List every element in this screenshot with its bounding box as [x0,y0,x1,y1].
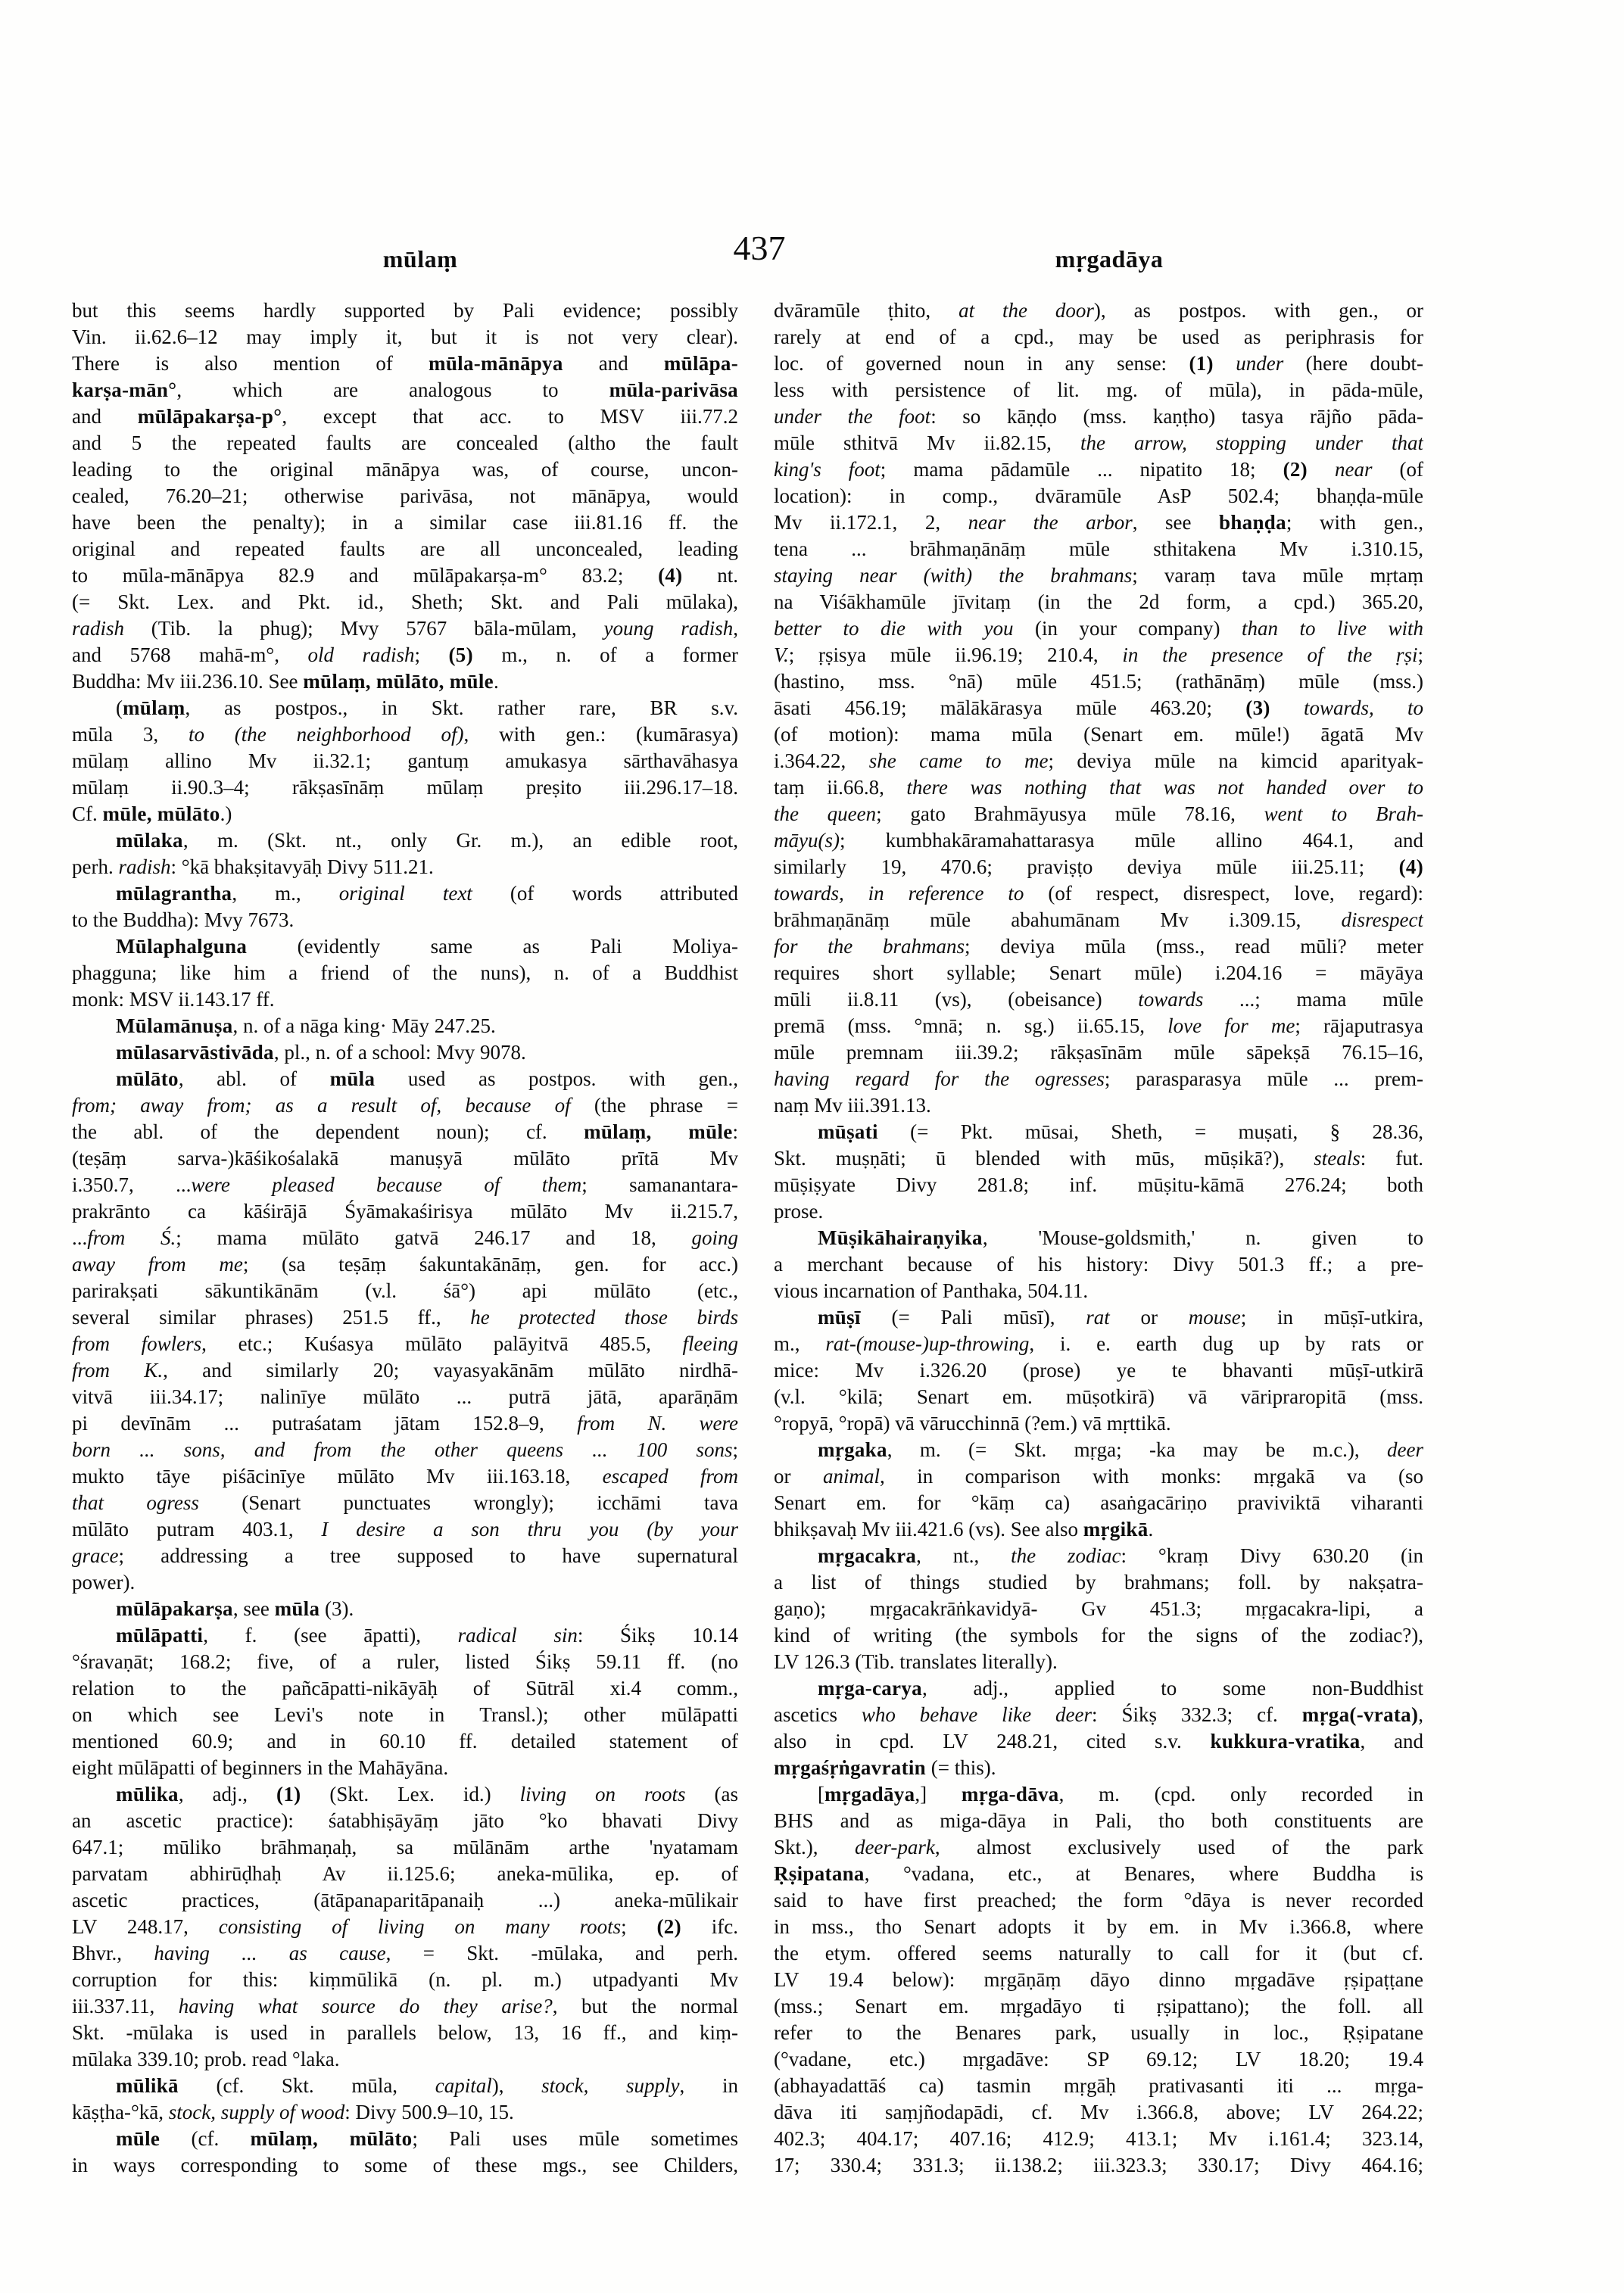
text-line: (mūlaṃ, as postpos., in Skt. rather rare, BR s.v. [116,696,738,719]
text-line: (teṣāṃ sarva-)kāśikośalakā manuṣyā mūlāto prītā Mv [72,1147,738,1170]
text-line: (abhayadattāś ca) tasmin mṛgāḥ prativasanti iti ... mṛga- [774,2074,1423,2097]
text-line: LV 248.17, consisting of living on many roots; (2) ifc. [72,1915,738,1938]
text-line: kāṣṭha-°kā, stock, supply of wood: Divy 500.9–10, 15. [72,2101,514,2123]
text-line: from; away from; as a result of, because of (the phrase = [72,1094,738,1117]
text-line: the abl. of the dependent noun); cf. mūlaṃ, mūle: [72,1120,738,1143]
text-line: perh. radish: °kā bhakṣitavyāḥ Divy 511.21. [72,855,434,878]
text-line: for the brahmans; deviya mūla (mss., read mūli? meter [774,935,1423,958]
dictionary-entry [774,298,1423,1119]
text-line: °ropyā, °ropā) vā vārucchinnā (?em.) vā mṛttikā. [774,1412,1171,1435]
text-line: ascetics who behave like deer: Śikṣ 332.3; cf. mṛga(-vrata), [774,1703,1423,1726]
text-line: (°vadane, etc.) mṛgadāve: SP 69.12; LV 18.20; 19.4 [774,2048,1423,2070]
text-line: mūle sthitvā Mv ii.82.15, the arrow, stopping under that [774,431,1423,454]
header-left-headword: mūlaṃ [382,245,458,273]
dictionary-entry [774,1225,1423,1304]
text-line: (mss.; Senart em. mṛgadāyo ti ṛṣipattano); the foll. all [774,1995,1423,2017]
text-line: in ways corresponding to some of these mgs., see Childers, [72,2154,738,2176]
text-line: ...from Ś.; mama mūlāto gatvā 246.17 and 18, going [72,1226,738,1249]
text-line: rarely at end of a cpd., may be used as periphrasis for [774,326,1423,348]
text-line: Cf. mūle, mūlāto.) [72,802,232,825]
text-line: and 5768 mahā-m°, old radish; (5) m., n. of a former [72,643,738,666]
dictionary-entry [774,1675,1423,1781]
text-line: staying near (with) the brahmans; varaṃ tava mūle mṛtaṃ [774,564,1423,587]
text-line: tena ... brāhmaṇānāṃ mūle sthitakena Mv i.310.15, [774,537,1423,560]
text-line: Mūlaphalguna (evidently same as Pali Moliya- [116,935,738,958]
dictionary-entry [72,880,738,933]
text-line: Senart em. for °kāṃ ca) asaṅgacāriṇo praviviktā viharanti [774,1491,1423,1514]
text-line: an ascetic practice): śatabhiṣāyāṃ jāto °ko bhavati Divy [72,1809,738,1832]
text-line: mūlāto, abl. of mūla used as postpos. with gen., [116,1067,738,1090]
text-line: and 5 the repeated faults are concealed (altho the fault [72,431,738,454]
text-line: Vin. ii.62.6–12 may imply it, but it is not very clear). [72,326,738,348]
text-line: location): in comp., dvāramūle AsP 502.4; bhaṇḍa-mūle [774,484,1423,507]
dictionary-entry [72,1596,738,1622]
text-line: (of motion): mama mūla (Senart em. mūle!) āgatā Mv [774,723,1423,746]
text-line: several similar phrases) 251.5 ff., he protected those birds [72,1306,738,1329]
text-line: mūlāto putram 403.1, I desire a son thru you (by your [72,1518,738,1541]
text-line: leading to the original mānāpya was, of course, uncon- [72,458,738,481]
text-line: having regard for the ogresses; parasparasya mūle ... prem- [774,1067,1423,1090]
text-line: LV 19.4 below): mṛgāṇāṃ dāyo dinno mṛgadāve ṛṣipaṭṭane [774,1968,1423,1991]
text-line: (v.l. °kilā; Senart em. mūṣotkirā) vā vāripraropitā (mss. [774,1385,1423,1408]
text-line: the queen; gato Brahmāyusya mūle 78.16, went to Brah- [774,802,1423,825]
text-line: in mss., tho Senart adopts it by em. in Mv i.366.8, where [774,1915,1423,1938]
text-line: mṛgacakra, nt., the zodiac: °kraṃ Divy 630.20 (in [818,1544,1423,1567]
text-line: LV 126.3 (Tib. translates literally). [774,1650,1058,1673]
text-line: phagguna; like him a friend of the nuns), n. of a Buddhist [72,961,738,984]
page-number: 437 [733,229,786,267]
text-line: the etym. offered seems naturally to call for it (but cf. [774,1942,1423,1964]
text-line: mūlaka 339.10; prob. read °laka. [72,2048,340,2070]
text-line: karṣa-mān°, which are analogous to mūla-parivāsa [72,379,738,401]
text-line: prakrānto ca kāśirājā Śyāmakaśirisya mūlāto Mv ii.215.7, [72,1200,738,1223]
text-line: (hastino, mss. °nā) mūle 451.5; (rathānāṃ) mūle (mss.) [774,670,1423,693]
text-line: better to die with you (in your company) than to live with [774,617,1423,640]
text-line: parvatam abhirūḍhaḥ Av ii.125.6; aneka-mūlika, ep. of [72,1862,738,1885]
dictionary-entry [72,1039,738,1066]
text-line: power). [72,1571,136,1594]
dictionary-entry [72,1622,738,1781]
text-line: loc. of governed noun in any sense: (1) under (here doubt- [774,352,1423,375]
text-line: kind of writing (the symbols for the signs of the zodiac?), [774,1624,1423,1647]
text-line: prose. [774,1200,824,1223]
text-line: pi devīnām ... putraśatam jātam 152.8–9, from N. were [72,1412,738,1435]
text-line: Buddha: Mv iii.236.10. See mūlaṃ, mūlāto, mūle. [72,670,499,693]
text-line: to mūla-mānāpya 82.9 and mūlāpakarṣa-m° 83.2; (4) nt. [72,564,738,587]
dictionary-entry [774,1543,1423,1675]
text-line: mūlaṃ allino Mv ii.32.1; gantuṃ amukasya sārthavāhasya [72,749,738,772]
dictionary-entry [774,1781,1423,2179]
column-right [774,298,1423,2179]
text-line: and mūlāpakarṣa-p°, except that acc. to MSV iii.77.2 [72,405,738,428]
text-line: less with persistence of lit. mg. of mūla), in pāda-mūle, [774,379,1423,401]
text-line: parirakṣati sākuntikānām (v.l. śā°) api mūlāto (etc., [72,1279,738,1302]
text-line: mūlāpatti, f. (see āpatti), radical sin: Śikṣ 10.14 [116,1624,738,1647]
text-line: to the Buddha): Mvy 7673. [72,908,295,931]
text-line: Skt. -mūlaka is used in parallels below, 13, 16 ff., and kiṃ- [72,2021,738,2044]
text-line: requires short syllable; Senart mūle) i.204.16 = māyāya [774,961,1423,984]
dictionary-entry [72,1066,738,1596]
text-line: cealed, 76.20–21; otherwise parivāsa, not mānāpya, would [72,484,738,507]
text-line: from K., and similarly 20; vayasyakānām mūlāto nirdhā- [72,1359,738,1382]
text-line: dvāramūle ṭhito, at the door), as postpos. with gen., or [774,299,1423,322]
text-line: eight mūlāpatti of beginners in the Mahāyāna. [72,1756,449,1779]
text-line: have been the penalty); in a similar case iii.81.16 ff. the [72,511,738,534]
text-line: mukto tāye piśācinīye mūlāto Mv iii.163.18, escaped from [72,1465,738,1488]
dictionary-entry [72,1781,738,2073]
text-line: or animal, in comparison with monks: mṛgakā va (so [774,1465,1423,1488]
text-line: under the foot: so kāṇḍo (mss. kaṇṭho) tasya rājño pāda- [774,405,1423,428]
text-line: mūla 3, to (the neighborhood of), with gen.: (kumārasya) [72,723,738,746]
text-line: monk: MSV ii.143.17 ff. [72,988,275,1011]
text-line: ascetic practices, (ātāpanaparitāpanaiḥ ...) aneka-mūlikair [72,1889,738,1911]
text-line: °śravaṇāt; 168.2; five, of a ruler, listed Śikṣ 59.11 ff. (no [72,1650,738,1673]
header-right-headword: mṛgadāya [1055,245,1164,273]
text-line: king's foot; mama pādamūle ... nipatito 18; (2) near (of [774,458,1423,481]
text-line: mūle (cf. mūlaṃ, mūlāto; Pali uses mūle sometimes [116,2127,738,2150]
text-line: taṃ ii.66.8, there was nothing that was not handed over to [774,776,1423,799]
text-line: original and repeated faults are all unconcealed, leading [72,537,738,560]
text-line: mice: Mv i.326.20 (prose) ye te bhavanti mūṣī-utkirā [774,1359,1423,1382]
text-line: away from me; (sa teṣāṃ śakuntakānāṃ, gen. for acc.) [72,1253,738,1276]
text-line: but this seems hardly supported by Pali evidence; possibly [72,299,738,322]
text-line: also in cpd. LV 248.21, cited s.v. kukkura-vratika, and [774,1730,1423,1752]
text-line: mūlāpakarṣa, see mūla (3). [116,1597,354,1620]
text-line: mūṣī (= Pali mūsī), rat or mouse; in mūṣī-utkira, [818,1306,1423,1329]
text-line: mūlaka, m. (Skt. nt., only Gr. m.), an edible root, [116,829,738,852]
text-line: i.350.7, ...were pleased because of them; samanantara- [72,1173,738,1196]
text-line: similarly 19, 470.6; praviṣṭo deviya mūle iii.25.11; (4) [774,855,1423,878]
text-line: V.; ṛṣisya mūle ii.96.19; 210.4, in the presence of the ṛṣi; [774,643,1423,666]
text-line: There is also mention of mūla-mānāpya and mūlāpa- [72,352,738,375]
text-line: gaṇo); mṛgacakrāṅkavidyā- Gv 451.3; mṛgacakra-lipi, a [774,1597,1423,1620]
text-line: Ṛṣipatana, °vadana, etc., at Benares, where Buddha is [774,1862,1423,1885]
text-line: mūlaṃ ii.90.3–4; rākṣasīnāṃ mūlaṃ preṣito iii.296.17–18. [72,776,738,799]
dictionary-entry [774,1437,1423,1543]
text-line: Mūlamānuṣa, n. of a nāga king· Māy 247.25. [116,1014,496,1037]
text-line: said to have first preached; the form °dāya is never recorded [774,1889,1423,1911]
text-line: vious incarnation of Panthaka, 504.11. [774,1279,1089,1302]
text-line: a list of things studied by brahmans; foll. by nakṣatra- [774,1571,1423,1594]
text-line: grace; addressing a tree supposed to have supernatural [72,1544,738,1567]
dictionary-entry [72,695,738,827]
text-line: mūlasarvāstivāda, pl., n. of a school: Mvy 9078. [116,1041,526,1064]
text-line: born ... sons, and from the other queens ... 100 sons; [72,1438,738,1461]
text-line: bhikṣavaḥ Mv iii.421.6 (vs). See also mṛgikā. [774,1518,1154,1541]
text-line: Skt. muṣṇāti; ū blended with mūs, mūṣikā?), steals: fut. [774,1147,1423,1170]
text-line: mūle premnam iii.39.2; rākṣasīnām mūle sāpekṣā 76.15–16, [774,1041,1423,1064]
text-line: that ogress (Senart punctuates wrongly); icchāmi tava [72,1491,738,1514]
dictionary-entry [774,1119,1423,1225]
text-line: dāva iti saṃjñodapādi, cf. Mv i.366.8, above; LV 264.22; [774,2101,1423,2123]
dictionary-entry [72,298,738,695]
text-line: 402.3; 404.17; 407.16; 412.9; 413.1; Mv i.161.4; 323.14, [774,2127,1423,2150]
text-line: Mūṣikāhairaṇyika, 'Mouse-goldsmith,' n. given to [818,1226,1423,1249]
dictionary-entry [72,827,738,880]
text-line: a merchant because of his history: Divy 501.3 ff.; a pre- [774,1253,1423,1276]
text-line: Skt.), deer-park, almost exclusively used of the park [774,1836,1423,1858]
text-line: mūṣiṣyate Divy 281.8; inf. mūṣitu-kāmā 276.24; both [774,1173,1423,1196]
text-line: na Viśākhamūle jīvitaṃ (in the 2d form, a cpd.) 365.20, [774,590,1423,613]
text-line: mṛgaśṛṅgavratin (= this). [774,1756,996,1779]
text-line: BHS and as miga-dāya in Pali, tho both constituents are [774,1809,1423,1832]
column-left [72,298,738,2179]
text-line: mūlikā (cf. Skt. mūla, capital), stock, supply, in [116,2074,738,2097]
text-line: mṛgaka, m. (= Skt. mṛga; -ka may be m.c.), deer [818,1438,1423,1461]
dictionary-entry [72,933,738,1013]
text-line: mūlika, adj., (1) (Skt. Lex. id.) living on roots (as [116,1783,738,1805]
text-line: radish (Tib. la phug); Mvy 5767 bāla-mūlam, young radish, [72,617,738,640]
text-line: mentioned 60.9; and in 60.10 ff. detailed statement of [72,1730,738,1752]
text-line: Mv ii.172.1, 2, near the arbor, see bhaṇḍa; with gen., [774,511,1423,534]
text-line: naṃ Mv iii.391.13. [774,1094,931,1117]
text-line: from fowlers, etc.; Kuśasya mūlāto palāyitvā 485.5, fleeing [72,1332,738,1355]
text-line: premā (mss. °mnā; n. sg.) ii.65.15, love for me; rājaputrasya [774,1014,1423,1037]
text-line: Bhvr., having ... as cause, = Skt. -mūlaka, and perh. [72,1942,738,1964]
text-line: āsati 456.19; mālākārasya mūle 463.20; (3) towards, to [774,696,1423,719]
text-line: mūlagrantha, m., original text (of words attributed [116,882,738,905]
dictionary-entry [72,2073,738,2126]
text-line: māyu(s); kumbhakāramahattarasya mūle allino 464.1, and [774,829,1423,852]
text-line: on which see Levi's note in Transl.); other mūlāpatti [72,1703,738,1726]
text-line: 647.1; mūliko brāhmaṇaḥ, sa mūlānām arthe 'nyatamam [72,1836,738,1858]
text-line: [mṛgadāya,] mṛga-dāva, m. (cpd. only recorded in [818,1783,1423,1805]
dictionary-entry [774,1304,1423,1437]
text-line: mṛga-carya, adj., applied to some non-Buddhist [818,1677,1423,1699]
dictionary-entry [72,2126,738,2179]
text-line: brāhmaṇānāṃ mūle abahumānam Mv i.309.15, disrespect [774,908,1423,931]
text-line: mūṣati (= Pkt. mūsai, Sheth, = muṣati, § 28.36, [818,1120,1423,1143]
text-line: corruption for this: kiṃmūlikā (n. pl. m.) utpadyanti Mv [72,1968,738,1991]
text-line: vitvā iii.34.17; nalinīye mūlāto ... putrā jātā, aparāṇām [72,1385,738,1408]
text-line: iii.337.11, having what source do they arise?, but the normal [72,1995,738,2017]
text-line: towards, in reference to (of respect, disrespect, love, regard): [774,882,1423,905]
text-line: relation to the pañcāpatti-nikāyāḥ of Sūtrāl xi.4 comm., [72,1677,738,1699]
text-line: 17; 330.4; 331.3; ii.138.2; iii.323.3; 330.17; Divy 464.16; [774,2154,1423,2176]
text-line: refer to the Benares park, usually in loc., Ṛṣipatane [774,2021,1423,2044]
text-line: i.364.22, she came to me; deviya mūle na kimcid aparityak- [774,749,1423,772]
text-line: m., rat-(mouse-)up-throwing, i. e. earth dug up by rats or [774,1332,1423,1355]
dictionary-entry [72,1013,738,1039]
text-line: mūli ii.8.11 (vs), (obeisance) towards ...; mama mūle [774,988,1423,1011]
text-line: (= Skt. Lex. and Pkt. id., Sheth; Skt. and Pali mūlaka), [72,590,738,613]
